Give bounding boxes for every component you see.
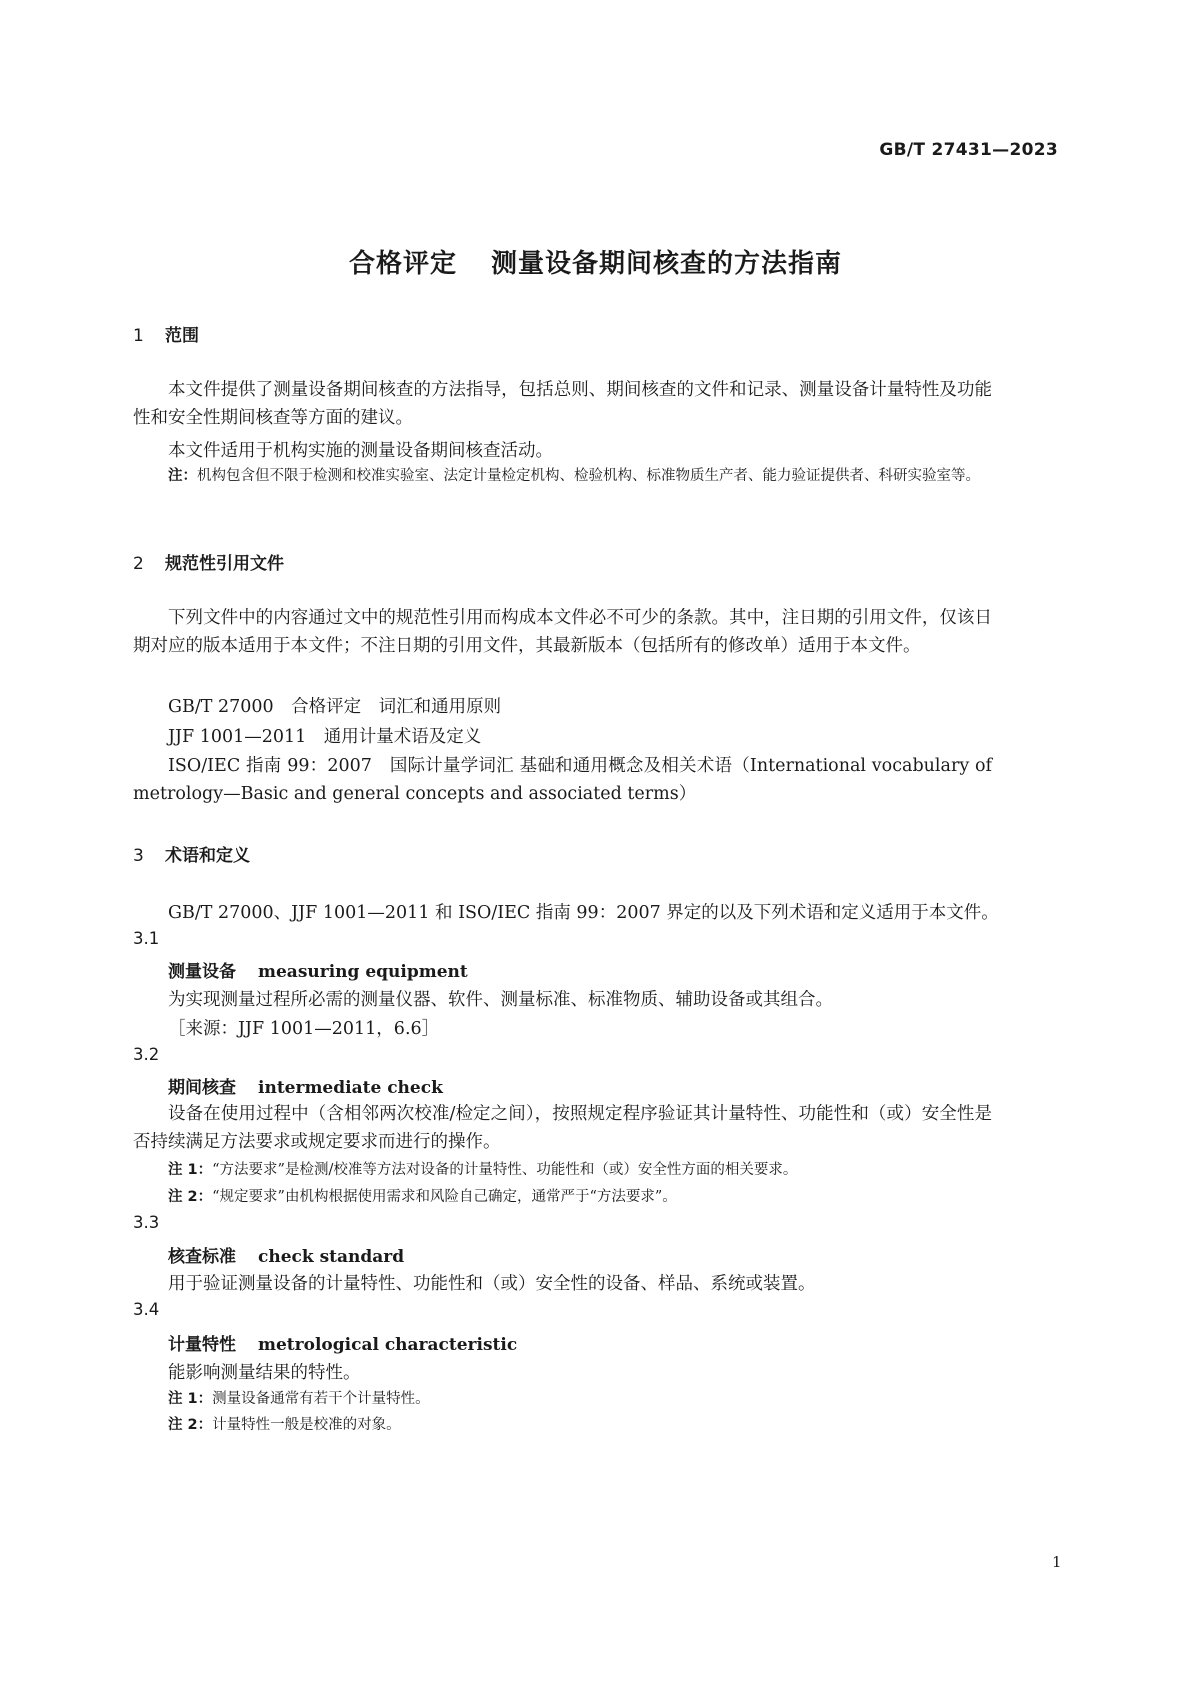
reference-jjf-1001: JJF 1001—2011 通用计量术语及定义 [168,727,482,747]
note-text: “规定要求”由机构根据使用需求和风险自己确定，通常严于“方法要求”。 [212,1189,677,1205]
term-en: check standard [258,1247,405,1267]
term-number: 3.4 [133,1300,160,1319]
reference-iso-iec-guide-99: ISO/IEC 指南 99：2007 国际计量学词汇 基础和通用概念及相关术语（International vocabulary of metrology—Basic and general concepts and associated terms） [133,756,992,804]
note-text: 计量特性一般是校准的对象。 [212,1417,401,1433]
section-number: 3 [133,846,144,866]
sec1-paragraph-2: 本文件适用于机构实施的测量设备期间核查活动。 [168,441,553,461]
note-text: “方法要求”是检测/校准等方法对设备的计量特性、功能性和（或）安全性方面的相关要求。 [212,1162,798,1178]
term-zh: 计量特性 [168,1335,236,1355]
term-heading [168,1073,443,1098]
section-2-heading [133,549,284,574]
reference-gbt-27000: GB/T 27000 合格评定 词汇和通用原则 [168,697,502,717]
note-label: 注 2： [168,1189,213,1205]
sec1-note [168,465,992,487]
sec3-intro: GB/T 27000、JJF 1001—2011 和 ISO/IEC 指南 99：2007 界定的以及下列术语和定义适用于本文件。 [168,903,999,923]
document-number: GB/T 27431—2023 [879,140,1058,160]
section-number: 1 [133,326,144,346]
term-definition: 能影响测量结果的特性。 [168,1363,361,1383]
note-label: 注： [168,468,197,484]
section-title: 规范性引用文件 [165,554,284,574]
term-note-2 [168,1186,992,1208]
term-heading [168,957,468,982]
term-source: ［来源：JJF 1001—2011，6.6］ [168,1019,440,1039]
page-number: 1 [1052,1553,1062,1571]
term-zh: 期间核查 [168,1078,236,1098]
note-label: 注 1： [168,1162,213,1178]
note-text: 机构包含但不限于检测和校准实验室、法定计量检定机构、检验机构、标准物质生产者、能力验证提供者、科研实验室等。 [197,468,980,484]
term-zh: 测量设备 [168,962,236,982]
section-number: 2 [133,554,144,574]
note-text: 测量设备通常有若干个计量特性。 [212,1391,430,1407]
sec2-paragraph-1: 下列文件中的内容通过文中的规范性引用而构成本文件必不可少的条款。其中，注日期的引用文件，仅该日期对应的版本适用于本文件；不注日期的引用文件，其最新版本（包括所有的修改单）适用于本文件。 [133,608,992,656]
term-definition: 为实现测量过程所必需的测量仪器、软件、测量标准、标准物质、辅助设备或其组合。 [168,990,833,1010]
note-label: 注 2： [168,1417,213,1433]
term-note-1 [168,1159,992,1181]
term-note-2 [168,1414,992,1436]
document-title [0,243,1191,280]
note-label: 注 1： [168,1391,213,1407]
term-note-1 [168,1388,992,1410]
term-en: measuring equipment [258,962,468,982]
term-definition: 用于验证测量设备的计量特性、功能性和（或）安全性的设备、样品、系统或装置。 [168,1274,816,1294]
term-zh: 核查标准 [168,1247,236,1267]
term-number: 3.1 [133,929,160,948]
section-1-heading [133,321,199,346]
term-definition: 设备在使用过程中（含相邻两次校准/检定之间），按照规定程序验证其计量特性、功能性和（或）安全性是否持续满足方法要求或规定要求而进行的操作。 [133,1104,992,1152]
term-heading [168,1330,517,1355]
section-title: 术语和定义 [165,846,250,866]
term-en: metrological characteristic [258,1335,518,1355]
term-number: 3.3 [133,1213,160,1232]
sec1-paragraph-1: 本文件提供了测量设备期间核查的方法指导，包括总则、期间核查的文件和记录、测量设备计量特性及功能性和安全性期间核查等方面的建议。 [133,380,992,428]
term-number: 3.2 [133,1045,160,1064]
title-part1: 合格评定 [348,249,457,279]
term-en: intermediate check [258,1078,443,1098]
section-3-heading [133,841,250,866]
title-part2: 测量设备期间核查的方法指南 [491,249,843,279]
section-title: 范围 [165,326,199,346]
term-heading [168,1242,404,1267]
